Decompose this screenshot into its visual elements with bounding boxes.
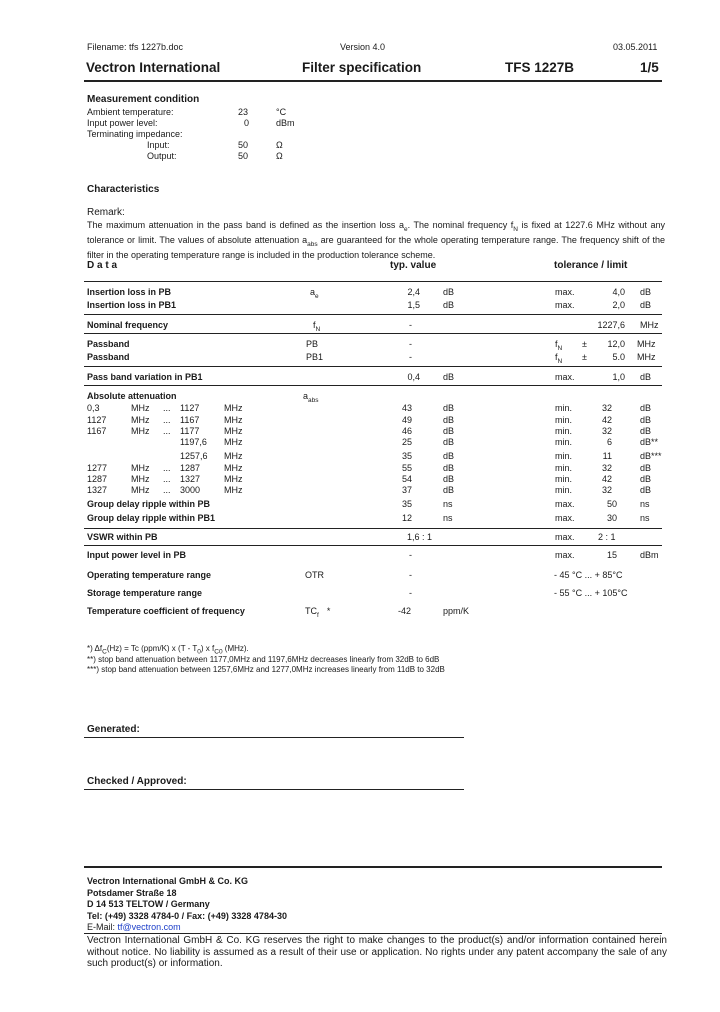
abs-row-dots: ... xyxy=(163,485,171,495)
gd-pb-typ: 35 xyxy=(401,499,412,509)
abs-row-dots: ... xyxy=(163,403,171,413)
abs-row-f2: 1287 xyxy=(180,463,201,473)
abs-row-lim-unit: dB** xyxy=(640,437,659,447)
abs-row-lim-unit: dB xyxy=(640,403,652,413)
passband-label: Passband xyxy=(87,339,130,349)
table-rule xyxy=(84,281,662,282)
abs-att-label: Absolute attenuation xyxy=(87,391,177,401)
tcf-typ: -42 xyxy=(398,606,412,616)
abs-row-lim-val: 32 xyxy=(601,403,612,413)
insertion-pb1-lim-unit: dB xyxy=(640,300,652,310)
nominal-typ: - xyxy=(409,320,412,330)
abs-row-f2: 3000 xyxy=(180,485,201,495)
abs-row-f2: 1127 xyxy=(180,403,200,413)
table-rule xyxy=(84,314,662,315)
abs-row-typ: 49 xyxy=(401,415,412,425)
abs-row-typ-unit: dB xyxy=(443,415,455,425)
abs-row-dots: ... xyxy=(163,463,171,473)
insertion-pb-label: Insertion loss in PB xyxy=(87,287,172,297)
abs-row-f1: 1327 xyxy=(87,485,108,495)
footer-city: D 14 513 TELTOW / Germany xyxy=(87,899,210,909)
header-rule xyxy=(84,80,662,82)
gd-pb1-typ: 12 xyxy=(401,513,412,523)
generated-signature-line xyxy=(84,737,464,738)
doc-date: 03.05.2011 xyxy=(613,42,658,52)
abs-row-typ: 25 xyxy=(401,437,412,447)
abs-row-lim: min. xyxy=(555,437,573,447)
variation-typ: 0,4 xyxy=(407,372,420,382)
abs-row-unit2: MHz xyxy=(224,463,243,473)
abs-row-dots: ... xyxy=(163,415,171,425)
nominal-lim-val: 1227,6 xyxy=(597,320,625,330)
vswr-typ: 1,6 : 1 xyxy=(407,532,433,542)
power-value: 0 xyxy=(244,118,250,128)
abs-row-f1: 1287 xyxy=(87,474,108,484)
abs-row-f2: 1257,6 xyxy=(180,451,208,461)
abs-row-typ-unit: dB xyxy=(443,463,455,473)
insertion-pb1-lim-val: 2,0 xyxy=(612,300,625,310)
abs-row-f2: 1197,6 xyxy=(180,437,207,447)
power-level-lim: max. xyxy=(555,550,575,560)
insertion-pb-typ: 2,4 xyxy=(407,287,420,297)
gd-pb-lim-unit: ns xyxy=(640,499,650,509)
variation-lim-unit: dB xyxy=(640,372,652,382)
abs-row-typ-unit: dB xyxy=(443,451,455,461)
otr-typ: - xyxy=(409,570,412,580)
storage-label: Storage temperature range xyxy=(87,588,203,598)
measurement-title: Measurement condition xyxy=(87,94,200,105)
abs-row-lim: min. xyxy=(555,463,573,473)
footer-company: Vectron International GmbH & Co. KG xyxy=(87,876,249,886)
abs-row-typ-unit: dB xyxy=(443,403,455,413)
footnote-2: **) stop band attenuation between 1177,0MHz and 1197,6MHz decreases linearly from 32dB to 6dB xyxy=(87,655,440,664)
abs-row-lim: min. xyxy=(555,485,573,495)
abs-row-typ: 55 xyxy=(401,463,412,473)
abs-row-f2: 1167 xyxy=(180,415,200,425)
power-unit: dBm xyxy=(276,118,295,128)
abs-row-lim: min. xyxy=(555,415,573,425)
characteristics-title: Characteristics xyxy=(87,184,160,195)
abs-row-lim: min. xyxy=(555,426,573,436)
abs-row-lim-val: 42 xyxy=(601,415,612,425)
email-link[interactable]: tf@vectron.com xyxy=(117,922,181,932)
table-rule xyxy=(84,333,662,334)
passband1-pm: ± xyxy=(582,352,587,362)
abs-row-unit1: MHz xyxy=(131,415,150,425)
passband1-lim: $f_N$ xyxy=(555,352,563,365)
footer-rule xyxy=(84,866,662,868)
passband1-symbol: PB1 xyxy=(306,352,324,362)
col-typ-header: typ. value xyxy=(390,260,437,271)
otr-symbol: OTR xyxy=(305,570,324,580)
footnote-3: ***) stop band attenuation between 1257,6MHz and 1277,0MHz increases linearly from 11dB to 32dB xyxy=(87,665,445,674)
abs-row-typ-unit: dB xyxy=(443,437,455,447)
abs-row-lim-val: 32 xyxy=(601,426,612,436)
vswr-lim: max. xyxy=(555,532,575,542)
table-rule xyxy=(84,528,662,529)
abs-row-unit1: MHz xyxy=(131,426,150,436)
checked-signature-line xyxy=(84,789,464,790)
remark-label: Remark: xyxy=(87,207,125,218)
storage-lim-val: - 55 °C ... + 105°C xyxy=(554,588,628,598)
tcf-typ-unit: ppm/K xyxy=(443,606,470,616)
abs-row-typ: 43 xyxy=(401,403,412,413)
passband-pm: ± xyxy=(582,339,587,349)
abs-row-lim-unit: dB xyxy=(640,474,652,484)
power-level-lim-val: 15 xyxy=(606,550,617,560)
variation-typ-unit: dB xyxy=(443,372,455,382)
abs-row-typ: 35 xyxy=(401,451,412,461)
page-number: 1/5 xyxy=(640,60,659,75)
insertion-pb-lim-val: 4,0 xyxy=(612,287,625,297)
doc-title: Filter specification xyxy=(302,60,422,75)
abs-row-lim: min. xyxy=(555,474,573,484)
abs-row-f1: 0,3 xyxy=(87,403,100,413)
insertion-pb1-label: Insertion loss in PB1 xyxy=(87,300,177,310)
remark-text: The maximum attenuation in the pass band is defined as the insertion loss $a_e$. The nominal frequency $f_N$ is fixed at 1227.6 MHz without any tolerance or limit. The values of absolute attenuation $a_{abs}$ are guaranteed for the whole operating temperature range. The frequency shift of the filter in the operating temperature range is included in the production tolerance scheme. xyxy=(87,220,665,260)
abs-row-typ-unit: dB xyxy=(443,474,455,484)
col-data-header: D a t a xyxy=(87,260,118,271)
power-label: Input power level: xyxy=(87,118,158,128)
passband1-lim-val: 5.0 xyxy=(612,352,625,362)
table-rule xyxy=(84,366,662,367)
footnote-1: *) $\Delta f_C(Hz) = Tc$ (ppm/K) x $(T - T_0)$ x $f_{C0}$ (MHz). xyxy=(87,644,249,656)
passband-typ: - xyxy=(409,339,412,349)
disclaimer: Vectron International GmbH & Co. KG reserves the right to make changes to the product(s) and/or information contained herein without notice. No liability is assumed as a result of their use or application. No rights under any patent accompany the sale of any such product(s) or information. xyxy=(87,935,667,969)
abs-row-unit2: MHz xyxy=(224,415,243,425)
power-level-typ: - xyxy=(409,550,412,560)
output-imp-label: Output: xyxy=(147,151,177,161)
abs-row-lim-unit: dB xyxy=(640,463,652,473)
tcf-label: Temperature coefficient of frequency xyxy=(87,606,245,616)
otr-label: Operating temperature range xyxy=(87,570,212,580)
abs-row-unit2: MHz xyxy=(224,437,243,447)
abs-row-f1: 1127 xyxy=(87,415,107,425)
insertion-pb-lim-unit: dB xyxy=(640,287,652,297)
table-rule xyxy=(84,385,662,386)
abs-row-typ-unit: dB xyxy=(443,426,455,436)
otr-lim-val: - 45 °C ... + 85°C xyxy=(554,570,623,580)
version: Version 4.0 xyxy=(340,42,386,52)
variation-lim: max. xyxy=(555,372,575,382)
gd-pb1-lim-unit: ns xyxy=(640,513,650,523)
abs-row-lim-val: 42 xyxy=(601,474,612,484)
abs-row-lim-unit: dB*** xyxy=(640,451,662,461)
abs-row-f1: 1277 xyxy=(87,463,108,473)
gd-pb1-lim-val: 30 xyxy=(606,513,617,523)
abs-row-lim-unit: dB xyxy=(640,485,652,495)
input-imp-value: 50 xyxy=(238,140,249,150)
abs-row-lim: min. xyxy=(555,403,573,413)
ambient-unit: °C xyxy=(276,107,287,117)
table-rule xyxy=(84,545,662,546)
abs-row-f1: 1167 xyxy=(87,426,107,436)
variation-lim-val: 1,0 xyxy=(612,372,625,382)
input-imp-label: Input: xyxy=(147,140,170,150)
abs-row-typ-unit: dB xyxy=(443,485,455,495)
abs-row-unit2: MHz xyxy=(224,474,243,484)
filename: Filename: tfs 1227b.doc xyxy=(87,42,184,52)
passband-symbol: PB xyxy=(306,339,319,349)
abs-row-typ: 54 xyxy=(401,474,412,484)
abs-row-unit2: MHz xyxy=(224,451,243,461)
abs-row-lim: min. xyxy=(555,451,573,461)
insertion-pb-lim: max. xyxy=(555,287,575,297)
abs-row-lim-val: 11 xyxy=(602,451,612,461)
abs-row-unit2: MHz xyxy=(224,426,243,436)
abs-row-f2: 1177 xyxy=(180,426,200,436)
generated-label: Generated: xyxy=(87,724,140,735)
gd-pb-lim: max. xyxy=(555,499,575,509)
part-number: TFS 1227B xyxy=(505,60,575,75)
gd-pb-label: Group delay ripple within PB xyxy=(87,499,211,509)
passband-lim: $f_N$ xyxy=(555,339,563,352)
insertion-pb-symbol: $a_e$ xyxy=(310,287,319,300)
abs-row-unit2: MHz xyxy=(224,485,243,495)
passband1-lim-unit: MHz xyxy=(637,352,656,362)
tcf-symbol: $TC_f$ * xyxy=(305,606,331,619)
variation-label: Pass band variation in PB1 xyxy=(87,372,203,382)
abs-row-unit1: MHz xyxy=(131,485,150,495)
ambient-value: 23 xyxy=(238,107,249,117)
nominal-lim-unit: MHz xyxy=(640,320,659,330)
footer-street: Potsdamer Straße 18 xyxy=(87,888,177,898)
abs-row-unit1: MHz xyxy=(131,403,150,413)
passband-lim-val: 12,0 xyxy=(607,339,625,349)
footer-phone: Tel: (+49) 3328 4784-0 / Fax: (+49) 3328 4784-30 xyxy=(87,911,287,921)
company-name: Vectron International xyxy=(86,60,221,75)
insertion-pb1-typ: 1,5 xyxy=(407,300,420,310)
storage-typ: - xyxy=(409,588,412,598)
abs-row-unit1: MHz xyxy=(131,474,150,484)
abs-row-unit2: MHz xyxy=(224,403,243,413)
abs-row-unit1: MHz xyxy=(131,463,150,473)
abs-row-typ: 46 xyxy=(401,426,412,436)
footer-rule-2 xyxy=(84,933,662,934)
nominal-label: Nominal frequency xyxy=(87,320,169,330)
insertion-pb-typ-unit: dB xyxy=(443,287,455,297)
abs-row-dots: ... xyxy=(163,474,171,484)
vswr-label: VSWR within PB xyxy=(87,532,158,542)
passband-lim-unit: MHz xyxy=(637,339,656,349)
input-imp-unit: Ω xyxy=(276,140,283,150)
abs-row-dots: ... xyxy=(163,426,171,436)
col-tol-header: tolerance / limit xyxy=(554,260,628,271)
footer-email: E-Mail: tf@vectron.com xyxy=(87,922,181,932)
output-imp-unit: Ω xyxy=(276,151,283,161)
nominal-symbol: $f_N$ xyxy=(313,320,321,333)
abs-row-lim-val: 32 xyxy=(601,463,612,473)
checked-label: Checked / Approved: xyxy=(87,776,187,787)
ambient-label: Ambient temperature: xyxy=(87,107,174,117)
gd-pb-typ-unit: ns xyxy=(443,499,453,509)
abs-row-lim-val: 6 xyxy=(606,437,612,447)
abs-row-typ: 37 xyxy=(401,485,412,495)
gd-pb-lim-val: 50 xyxy=(606,499,617,509)
gd-pb1-typ-unit: ns xyxy=(443,513,453,523)
abs-att-symbol: $a_{abs}$ xyxy=(303,391,319,404)
gd-pb1-label: Group delay ripple within PB1 xyxy=(87,513,216,523)
passband1-typ: - xyxy=(409,352,412,362)
power-level-label: Input power level in PB xyxy=(87,550,187,560)
impedance-label: Terminating impedance: xyxy=(87,129,183,139)
abs-row-lim-unit: dB xyxy=(640,426,652,436)
power-level-lim-unit: dBm xyxy=(640,550,659,560)
gd-pb1-lim: max. xyxy=(555,513,575,523)
passband1-label: Passband xyxy=(87,352,130,362)
insertion-pb1-lim: max. xyxy=(555,300,575,310)
output-imp-value: 50 xyxy=(238,151,249,161)
abs-row-lim-val: 32 xyxy=(601,485,612,495)
vswr-lim-val: 2 : 1 xyxy=(598,532,616,542)
insertion-pb1-typ-unit: dB xyxy=(443,300,455,310)
abs-row-lim-unit: dB xyxy=(640,415,652,425)
abs-row-f2: 1327 xyxy=(180,474,201,484)
